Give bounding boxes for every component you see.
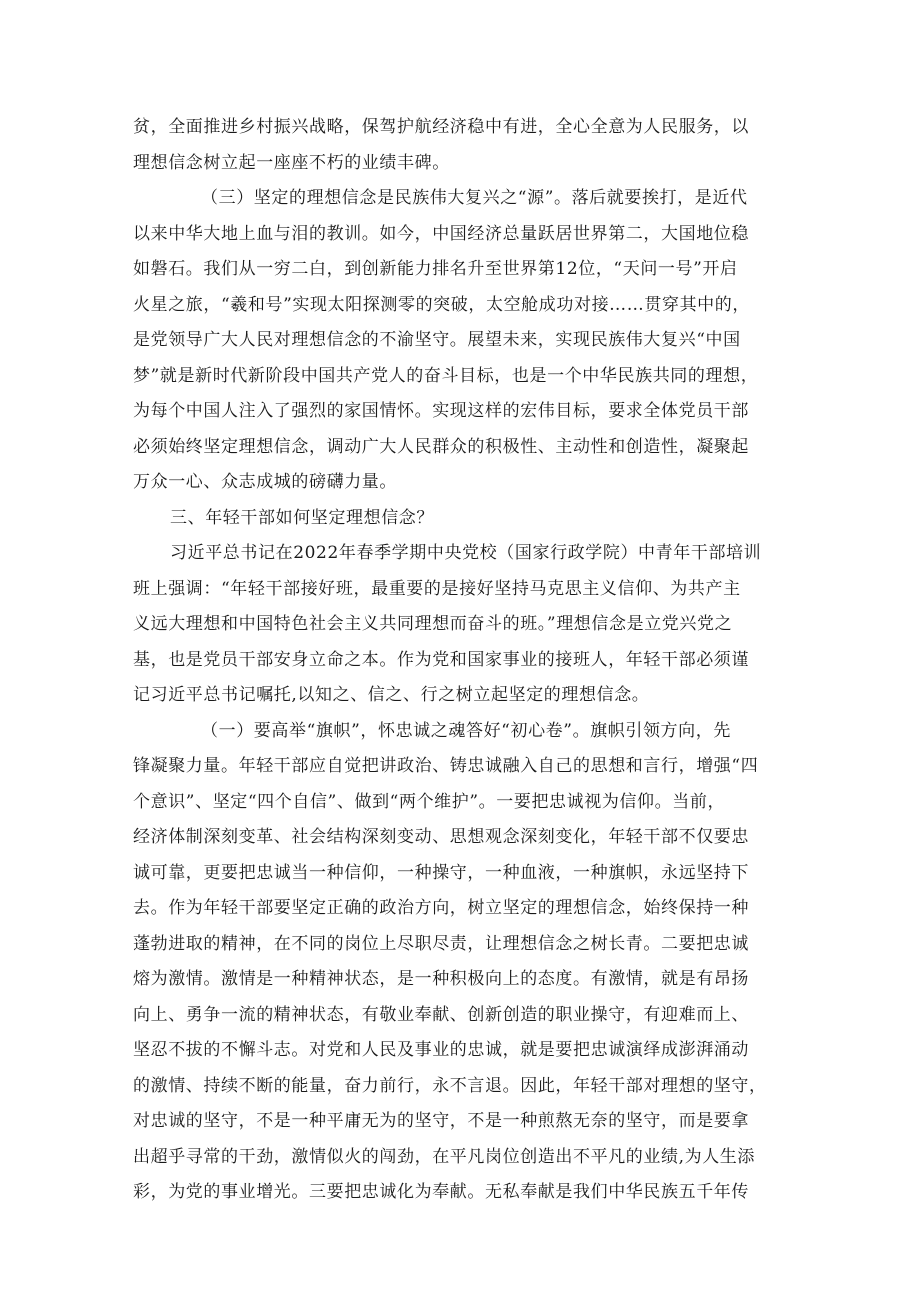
text-line: 彩，为党的事业增光。三要把忠诚化为奉献。无私奉献是我们中华民族五千年传 — [133, 1182, 749, 1202]
text-line: 经济体制深刻变革、社会结构深刻变动、思想观念深刻变化，年轻干部不仅要忠 — [133, 827, 749, 847]
text-line: 的激情、持续不断的能量，奋力前行，永不言退。因此，年轻干部对理想的坚守， — [133, 1075, 767, 1096]
text-line: 熔为激情。激情是一种精神状态，是一种积极向上的态度。有激情，就是有昂扬 — [133, 969, 749, 989]
text-line: 万众一心、众志成城的磅礴力量。 — [133, 472, 397, 492]
text-line: 为每个中国人注入了强烈的家国情怀。实现这样的宏伟目标，要求全体党员干部 — [133, 401, 749, 421]
paragraph-xi-quote — [133, 536, 799, 714]
text-line: 对忠诚的坚守，不是一种平庸无为的坚守，不是一种煎熬无奈的坚守，而是要拿 — [133, 1111, 749, 1131]
text-line: 个意识”、坚定“四个自信”、做到“两个维护”。一要把忠诚视为信仰。当前， — [133, 791, 726, 812]
text-line: 如磐石。我们从一穷二白，到创新能力排名升至世界第12位，“天问一号”开启 — [133, 259, 738, 279]
paragraph-section-3-3 — [133, 181, 799, 501]
text-line: 必须始终坚定理想信念，调动广大人民群众的积极性、主动性和创造性，凝聚起 — [133, 436, 749, 457]
text-line: 以来中华大地上血与泪的教训。如今，中国经济总量跃居世界第二，大国地位稳 — [133, 223, 749, 244]
text-line: 记习近平总书记嘱托,以知之、信之、行之树立起坚定的理想信念。 — [133, 685, 650, 705]
text-line: 蓬勃进取的精神，在不同的岗位上尽职尽责，让理想信念之树长青。二要把忠诚 — [133, 933, 749, 954]
text-line: 火星之旅，“羲和号”实现太阳探测零的突破，太空舱成功对接……贯穿其中的， — [133, 294, 750, 315]
text-line: 锋凝聚力量。年轻干部应自觉把讲政治、铸忠诚融入自己的思想和言行，增强“四 — [133, 756, 759, 776]
text-line: 向上、勇争一流的精神状态，有敬业奉献、创新创造的职业操守，有迎难而上、 — [133, 1004, 749, 1025]
text-line: 理想信念树立起一座座不朽的业绩丰碑。 — [133, 152, 450, 173]
text-line: 是党领导广大人民对理想信念的不渝坚守。展望未来，实现民族伟大复兴“中国 — [133, 330, 741, 350]
text-line: 基，也是党员干部安身立命之本。作为党和国家事业的接班人，年轻干部必须谨 — [133, 649, 749, 670]
paragraph-section-1-loyalty — [133, 714, 799, 1211]
text-line: 习近平总书记在2022年春季学期中央党校（国家行政学院）中青年干部培训 — [170, 543, 762, 563]
text-line: 出超乎寻常的干劲，激情似火的闯劲，在平凡岗位创造出不平凡的业绩,为人生添 — [133, 1146, 756, 1167]
text-line: 坚忍不拔的不懈斗志。对党和人民及事业的忠诚，就是要把忠诚演绎成澎湃涌动 — [133, 1040, 749, 1060]
section-heading-3 — [133, 501, 799, 537]
text-line: 班上强调：“年轻干部接好班，最重要的是接好坚持马克思主义信仰、为共产主 — [133, 578, 741, 599]
paragraph-poverty-closing — [133, 110, 799, 181]
document-body — [133, 110, 799, 1211]
section-heading-text: 三、年轻干部如何坚定理想信念？ — [170, 507, 434, 528]
text-line: 梦”就是新时代新阶段中国共产党人的奋斗目标，也是一个中华民族共同的理想， — [133, 365, 759, 386]
text-line: 去。作为年轻干部要坚定正确的政治方向，树立坚定的理想信念，始终保持一种 — [133, 898, 749, 918]
text-line: 诚可靠，更要把忠诚当一种信仰，一种操守，一种血液，一种旗帜，永远坚持下 — [133, 862, 749, 883]
text-line: （三）坚定的理想信念是民族伟大复兴之“源”。落后就要挨打，是近代 — [201, 188, 748, 208]
text-line: 义远大理想和中国特色社会主义共同理想而奋斗的班。”理想信念是立党兴党之 — [133, 614, 733, 634]
text-line: 贫，全面推进乡村振兴战略，保驾护航经济稳中有进，全心全意为人民服务，以 — [133, 117, 749, 137]
text-line: （一）要高举“旗帜”，怀忠诚之魂答好“初心卷”。旗帜引领方向，先 — [201, 720, 731, 741]
